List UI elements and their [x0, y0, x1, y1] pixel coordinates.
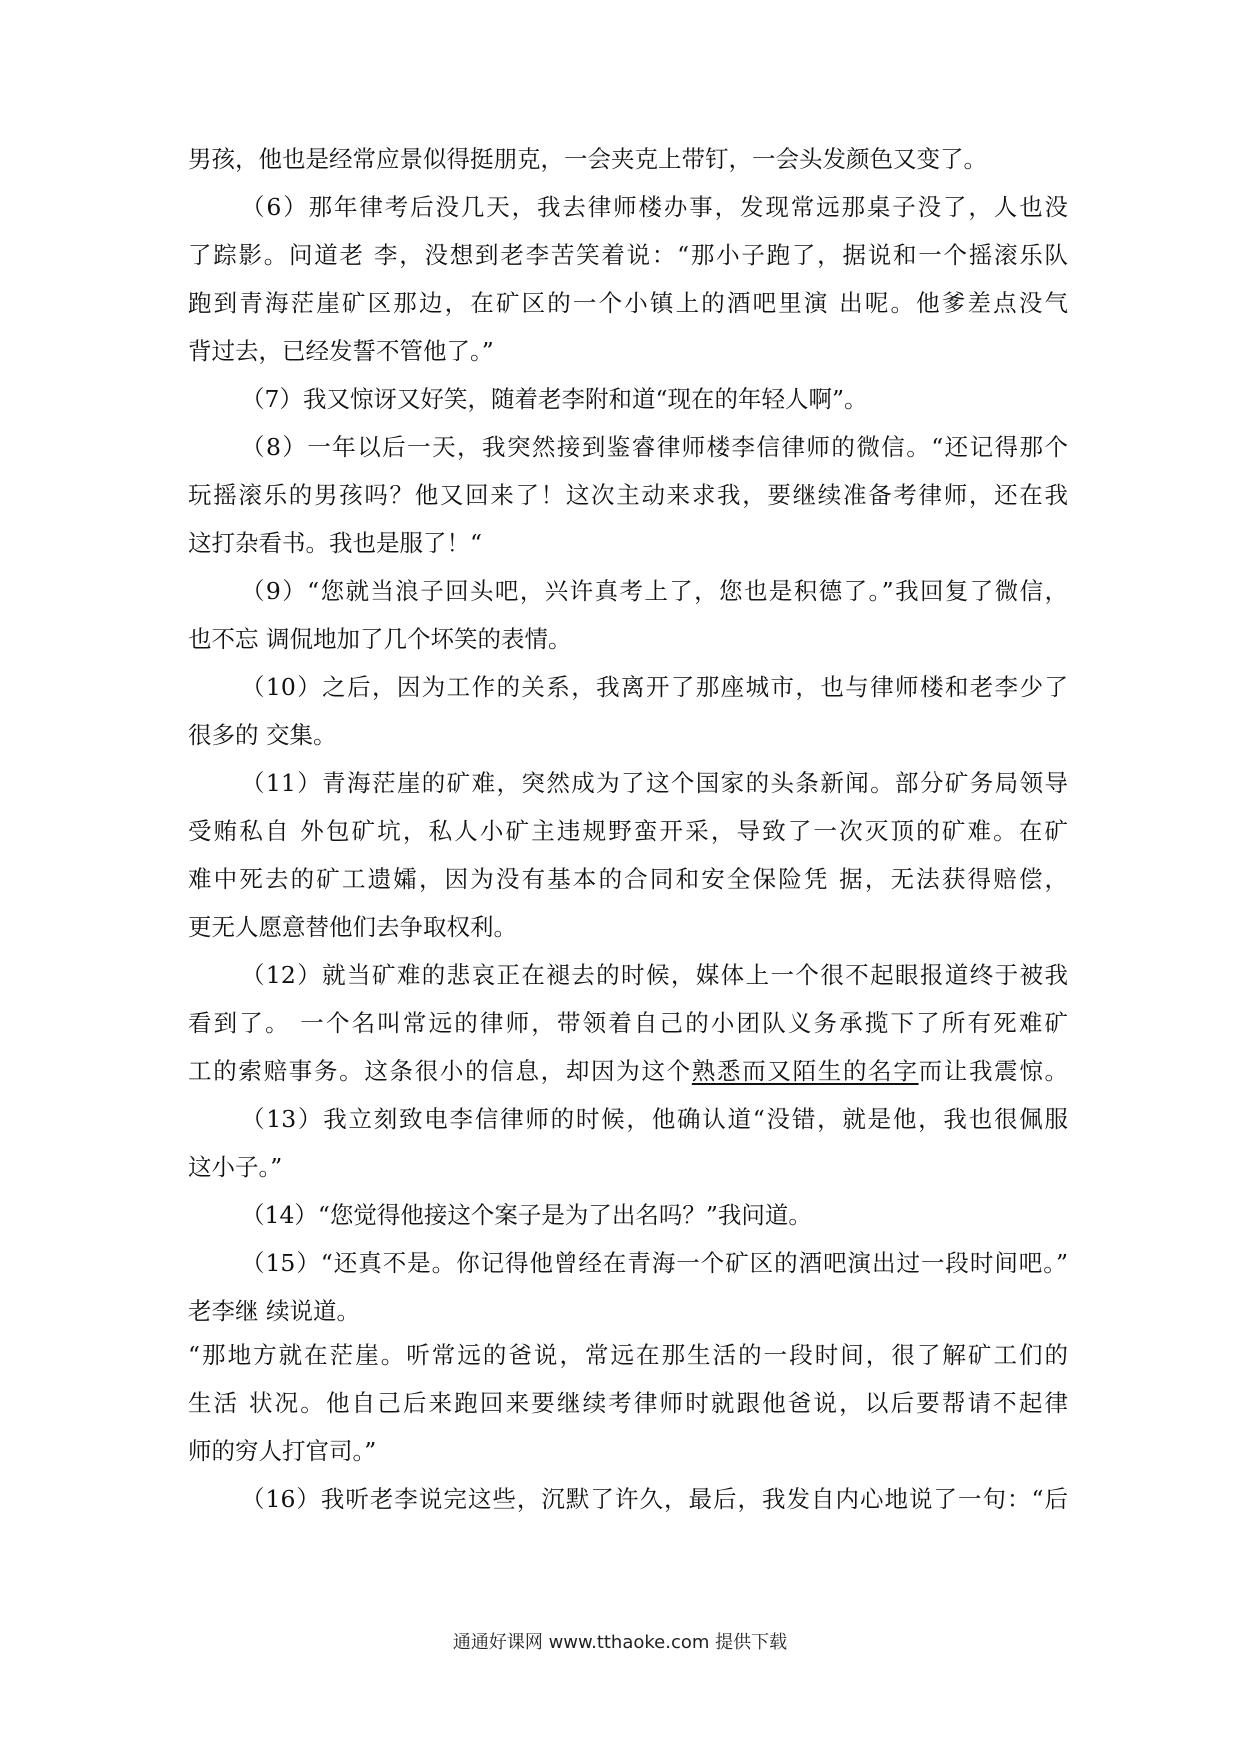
text-line [188, 1291, 1068, 1331]
text-line [188, 283, 1068, 323]
text-line-content: 男孩，他也是经常应景似得挺朋克，一会夹克上带钉，一会头发颜色又变了。 [188, 145, 987, 173]
text-line [188, 1147, 1068, 1187]
text-line-content: 工的索赔事务。这条很小的信息，却因为这个 [188, 1057, 692, 1085]
text-line-content: 了踪影。问道老 李，没想到老李苦笑着说：“那小子跑了，据说和一个摇滚乐队 [188, 241, 1068, 269]
text-line-content: 跑到青海茫崖矿区那边，在矿区的一个小镇上的酒吧里演 出呢。他爹差点没气 [188, 289, 1068, 317]
text-line-content: （9）“您就当浪子回头吧，兴许真考上了，您也是积德了。”我回复了微信， [241, 577, 1068, 605]
text-line [188, 1383, 1068, 1423]
text-line-content: 难中死去的矿工遗孀，因为没有基本的合同和安全保险凭 据，无法获得赔偿， [188, 865, 1068, 893]
text-line-content: 这小子。” [188, 1153, 283, 1181]
text-line [188, 475, 1068, 515]
text-line [188, 859, 1068, 899]
text-line [241, 1099, 1068, 1139]
text-line-content: 这打杂看书。我也是服了！“ [188, 529, 483, 557]
text-line-content: （11）青海茫崖的矿难，突然成为了这个国家的头条新闻。部分矿务局领导 [241, 769, 1068, 797]
text-line [241, 955, 1068, 995]
underlined-phrase: 熟悉而又陌生的名字 [691, 1057, 919, 1085]
text-line [188, 1051, 1068, 1091]
text-line [241, 1243, 1068, 1283]
text-line [188, 811, 1068, 851]
text-line [188, 1003, 1068, 1043]
text-line-content: （13）我立刻致电李信律师的时候，他确认道“没错，就是他，我也很佩服 [241, 1105, 1068, 1133]
text-line-content: 玩摇滚乐的男孩吗？他又回来了！这次主动来求我，要继续准备考律师，还在我 [188, 481, 1068, 509]
text-line-content: （14）“您觉得他接这个案子是为了出名吗？”我问道。 [241, 1201, 812, 1229]
text-line [241, 187, 1068, 227]
text-line [188, 331, 1068, 371]
text-line-content: 生活 状况。他自己后来跑回来要继续考律师时就跟他爸说，以后要帮请不起律 [188, 1389, 1068, 1417]
text-line [188, 523, 1068, 563]
text-line-content: （15）“还真不是。你记得他曾经在青海一个矿区的酒吧演出过一段时间吧。” [241, 1249, 1068, 1277]
text-line [241, 427, 1068, 467]
text-line [241, 1195, 1068, 1235]
text-line-content: 师的穷人打官司。” [188, 1437, 377, 1465]
text-line-content: 背过去，已经发誓不管他了。” [188, 337, 494, 365]
text-line [188, 619, 1068, 659]
text-line-content: （12）就当矿难的悲哀正在褪去的时候，媒体上一个很不起眼报道终于被我 [241, 961, 1068, 989]
text-line [188, 907, 1068, 947]
page-footer: 通通好课网 www.tthaoke.com 提供下载 [452, 1632, 788, 1653]
text-line-content: 更无人愿意替他们去争取权利。 [188, 913, 517, 941]
text-line [241, 571, 1068, 611]
text-line-content: 很多的 交集。 [188, 721, 337, 749]
text-line-content: 也不忘 调侃地加了几个坏笑的表情。 [188, 625, 572, 653]
text-line [188, 139, 1068, 179]
text-line-content: （8）一年以后一天，我突然接到鉴睿律师楼李信律师的微信。“还记得那个 [241, 433, 1068, 461]
text-line [241, 763, 1068, 803]
text-line [241, 379, 1068, 419]
text-line-content: （6）那年律考后没几天，我去律师楼办事，发现常远那桌子没了，人也没 [241, 193, 1068, 221]
text-line [188, 715, 1068, 755]
text-line-content: 受贿私自 外包矿坑，私人小矿主违规野蛮开采，导致了一次灭顶的矿难。在矿 [188, 817, 1068, 845]
text-line [188, 1431, 1068, 1471]
text-line-content: （10）之后，因为工作的关系，我离开了那座城市，也与律师楼和老李少了 [241, 673, 1068, 701]
text-line-content: 看到了。 一个名叫常远的律师，带领着自己的小团队义务承揽下了所有死难矿 [188, 1009, 1068, 1037]
text-line-content: （16）我听老李说完这些，沉默了许久，最后，我发自内心地说了一句：“后 [241, 1485, 1068, 1513]
text-line [241, 667, 1068, 707]
text-line-tail: 而让我震惊。 [918, 1057, 1069, 1085]
text-line [188, 235, 1068, 275]
text-line-content: （7）我又惊讶又好笑，随着老李附和道“现在的年轻人啊”。 [241, 385, 868, 413]
text-line [241, 1479, 1068, 1519]
text-line-content: “那地方就在茫崖。听常远的爸说，常远在那生活的一段时间，很了解矿工们的 [188, 1341, 1068, 1369]
text-line [188, 1335, 1068, 1375]
text-line-content: 老李继 续说道。 [188, 1297, 360, 1325]
